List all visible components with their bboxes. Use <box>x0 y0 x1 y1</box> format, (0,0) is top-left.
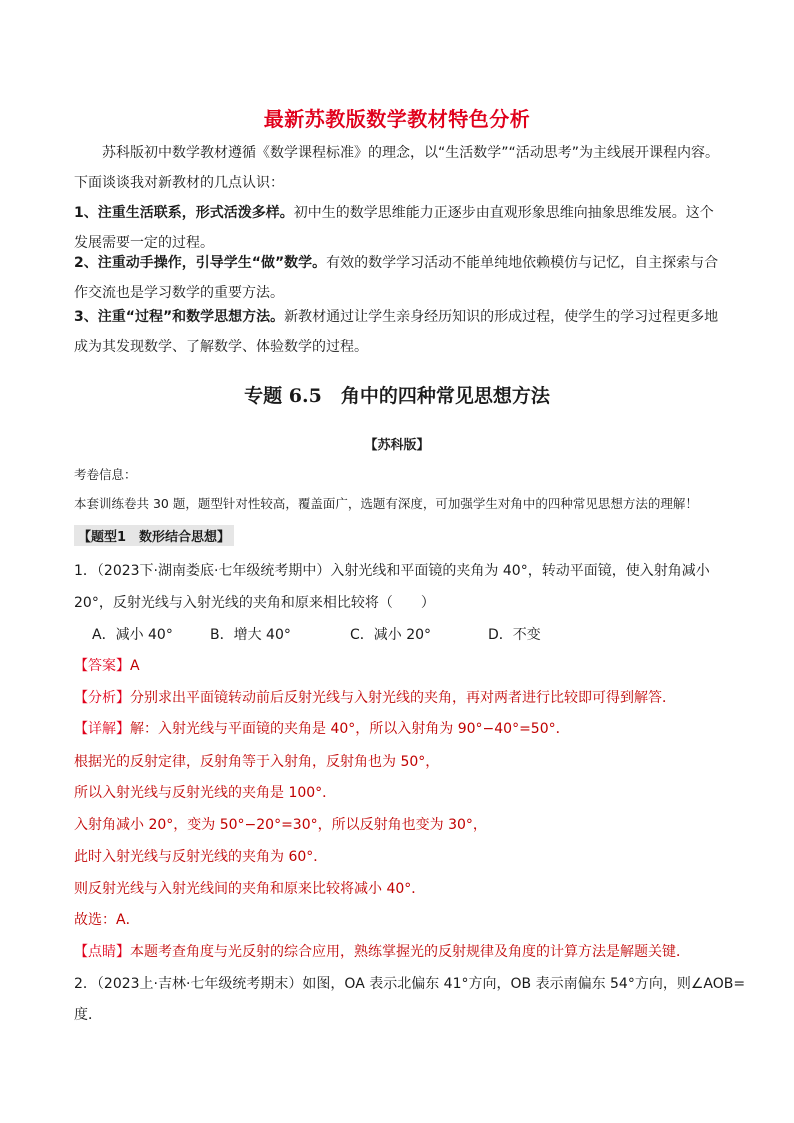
answer-value: A <box>130 658 140 674</box>
analysis-text: 分别求出平面镜转动前后反射光线与入射光线的夹角，再对两者进行比较即可得到解答． <box>130 690 676 706</box>
answer-tag: 【答案】 <box>74 658 130 674</box>
question-2-line-2: 度． <box>74 1007 102 1023</box>
comment-text: 本题考查角度与光反射的综合应用，熟练掌握光的反射规律及角度的计算方法是解题关键． <box>130 944 690 960</box>
detail-line-1 <box>74 718 570 738</box>
exam-info-text: 本套训练卷共 30 题，题型针对性较高，覆盖面广，选题有深度，可加强学生对角中的四种常见思想方法的理解！ <box>74 496 698 511</box>
question-1-line-1: 1．（2023下·湖南娄底·七年级统考期中）入射光线和平面镜的夹角为 40°，转动平面镜，使入射角减小 <box>74 563 710 579</box>
intro-point-2-text: 有效的数学学习活动不能单纯地依赖模仿与记忆，自主探索与合作交流也是学习数学的重要方法。 <box>74 255 719 301</box>
intro-point-1-text: 初中生的数学思维能力正逐步由直观形象思维向抽象思维发展。这个发展需要一定的过程。 <box>74 205 714 251</box>
edition-label: 【苏科版】 <box>364 438 430 453</box>
comment-tag: 【点睛】 <box>74 944 130 960</box>
comment-line <box>74 941 690 961</box>
intro-paragraph: 苏科版初中数学教材遵循《数学课程标准》的理念，以“生活数学”“活动思考”为主线展开课程内容。下面谈谈我对新教材的几点认识： <box>74 145 720 191</box>
detail-line-2: 根据光的反射定律，反射角等于入射角，反射角也为 50°， <box>74 754 440 770</box>
analysis-line <box>74 687 676 707</box>
intro-point-2 <box>74 248 722 308</box>
detail-line-7: 故选：A． <box>74 912 140 928</box>
detail-tag: 【详解】 <box>74 721 130 737</box>
intro-point-3-text: 新教材通过让学生亲身经历知识的形成过程，使学生的学习过程更多地成为其发现数学、了解数学、体验数学的过程。 <box>74 309 719 355</box>
topic-title: 专题 6.5 角中的四种常见思想方法 <box>244 385 550 407</box>
intro-point-3-heading: 3、注重“过程”和数学思想方法。 <box>74 309 285 325</box>
detail-line-4: 入射角减小 20°，变为 50°−20°=30°，所以反射角也变为 30°， <box>74 817 487 833</box>
intro-point-3 <box>74 302 722 362</box>
detail-line-3: 所以入射光线与反射光线的夹角是 100°． <box>74 785 337 801</box>
option-b: B．增大 40° <box>210 627 291 643</box>
detail-line-6: 则反射光线与入射光线间的夹角和原来比较将减小 40°． <box>74 881 426 897</box>
option-c: C．减小 20° <box>350 627 432 643</box>
intro-point-1-heading: 1、注重生活联系，形式活泼多样。 <box>74 205 294 221</box>
analysis-tag: 【分析】 <box>74 690 130 706</box>
answer-line <box>74 655 140 675</box>
exam-info-label: 考卷信息： <box>74 467 137 482</box>
question-2-line-1: 2．（2023上·吉林·七年级统考期末）如图，OA 表示北偏东 41°方向，OB 表示南偏东 54°方向，则∠AOB= <box>74 976 746 992</box>
question-1-line-2: 20°，反射光线与入射光线的夹角和原来相比较将（ ） <box>74 595 435 611</box>
section-heading: 【题型1 数形结合思想】 <box>74 525 234 546</box>
intro-point-2-heading: 2、注重动手操作，引导学生“做”数学。 <box>74 255 327 271</box>
header-title: 最新苏教版数学教材特色分析 <box>263 107 531 131</box>
detail-text-1: 解：入射光线与平面镜的夹角是 40°，所以入射角为 90°−40°=50°． <box>130 721 570 737</box>
option-a: A．减小 40° <box>92 627 173 643</box>
detail-line-5: 此时入射光线与反射光线的夹角为 60°． <box>74 849 328 865</box>
option-d: D．不变 <box>488 627 541 643</box>
